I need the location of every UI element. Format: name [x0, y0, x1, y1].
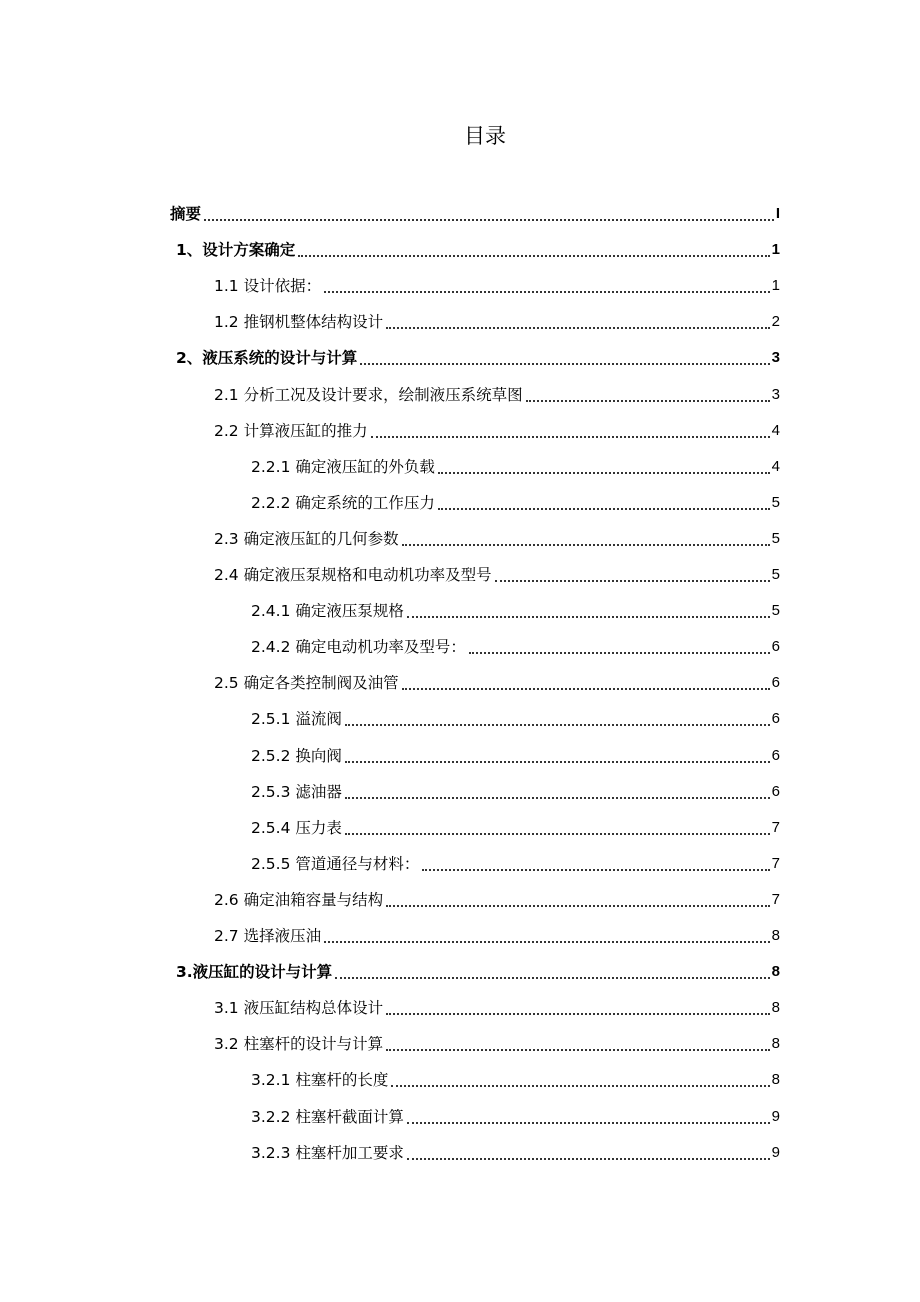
dot-leader	[407, 1158, 770, 1160]
toc-entry-page-number: 6	[771, 710, 780, 728]
dot-leader	[204, 219, 774, 221]
toc-entry-page-number: 5	[771, 602, 780, 620]
toc-entry[interactable]	[176, 958, 780, 986]
dot-leader	[386, 905, 770, 907]
dot-leader	[386, 1049, 770, 1051]
toc-entry-label: 1.1 设计依据：	[214, 277, 322, 296]
toc-entry[interactable]	[214, 886, 780, 914]
toc-entry-page-number: I	[775, 205, 780, 222]
toc-entry-page-number: 5	[771, 493, 780, 511]
toc-entry[interactable]	[214, 525, 780, 553]
toc-entry-label: 2.6 确定油箱容量与结构	[214, 890, 384, 909]
toc-entry[interactable]	[214, 1030, 780, 1058]
toc-entry-label: 2.4 确定液压泵规格和电动机功率及型号	[214, 566, 492, 584]
toc-entry-page-number: 2	[771, 313, 780, 331]
toc-entry-page-number: 6	[771, 674, 780, 692]
toc-entry[interactable]	[251, 453, 780, 481]
toc-entry-page-number: 5	[771, 529, 780, 547]
dot-leader	[469, 652, 770, 654]
toc-entry[interactable]	[251, 705, 780, 733]
toc-entry-label: 2.2 计算液压缸的推力	[214, 421, 368, 440]
toc-entry-label: 2.1 分析工况及设计要求，绘制液压系统草图	[214, 385, 523, 404]
toc-entry-label: 3.1 液压缸结构总体设计	[214, 999, 384, 1018]
toc-entry[interactable]	[251, 814, 780, 842]
toc-entry[interactable]	[214, 922, 780, 950]
toc-entry[interactable]	[176, 236, 780, 264]
dot-leader	[360, 363, 769, 365]
dot-leader	[335, 977, 769, 979]
toc-entry-label: 2.2.1 确定液压缸的外负载	[251, 457, 435, 476]
toc-entry[interactable]	[170, 200, 780, 228]
toc-entry-label: 1、设计方案确定	[176, 241, 296, 260]
toc-entry-label: 2.5.1 溢流阀	[251, 710, 342, 729]
toc-entry-page-number: 8	[771, 1035, 780, 1053]
toc-entry-page-number: 3	[771, 349, 780, 367]
toc-entry-page-number: 1	[771, 241, 780, 259]
toc-entry[interactable]	[214, 417, 780, 445]
dot-leader	[407, 1122, 770, 1124]
toc-entry-label: 3.2.2 柱塞杆截面计算	[251, 1107, 404, 1126]
toc-entry-page-number: 4	[771, 421, 780, 439]
toc-entry-page-number: 1	[771, 277, 780, 295]
toc-entry[interactable]	[251, 1139, 780, 1167]
toc-entry-label: 2.5 确定各类控制阀及油管	[214, 674, 399, 693]
toc-entry[interactable]	[214, 272, 780, 300]
dot-leader	[391, 1085, 769, 1087]
dot-leader	[438, 472, 770, 474]
toc-entry-label: 2、液压系统的设计与计算	[176, 349, 358, 368]
toc-entry[interactable]	[214, 561, 780, 589]
dot-leader	[386, 327, 770, 329]
dot-leader	[345, 724, 770, 726]
toc-entry-label: 2.2.2 确定系统的工作压力	[251, 493, 435, 512]
toc-entry-page-number: 7	[771, 854, 780, 872]
toc-entry[interactable]	[214, 994, 780, 1022]
dot-leader	[324, 291, 770, 293]
toc-entry-label: 2.5.2 换向阀	[251, 746, 342, 765]
toc-entry-label: 2.7 选择液压油	[214, 927, 322, 945]
toc-entry-page-number: 6	[771, 782, 780, 800]
toc-entry-page-number: 6	[771, 746, 780, 764]
toc-entry-label: 3.2 柱塞杆的设计与计算	[214, 1035, 384, 1054]
dot-leader	[407, 616, 770, 618]
toc-entry-page-number: 7	[771, 890, 780, 908]
toc-entry-page-number: 5	[771, 566, 780, 583]
toc-entry-page-number: 3	[771, 385, 780, 403]
toc-entry-page-number: 9	[771, 1143, 780, 1161]
dot-leader	[324, 941, 770, 943]
toc-entry[interactable]	[251, 850, 780, 878]
toc-entry[interactable]	[214, 308, 780, 336]
toc-entry[interactable]	[251, 1103, 780, 1131]
toc-entry[interactable]	[214, 669, 780, 697]
dot-leader	[298, 255, 769, 257]
toc-entry-page-number: 8	[771, 927, 780, 944]
toc-entry-label: 2.4.1 确定液压泵规格	[251, 602, 404, 621]
toc-entry-label: 3.液压缸的设计与计算	[176, 963, 333, 982]
toc-entry-page-number: 7	[771, 818, 780, 836]
toc-entry[interactable]	[251, 778, 780, 806]
toc-entry[interactable]	[176, 344, 780, 372]
toc-entry-page-number: 6	[771, 638, 780, 656]
toc-entry-label: 3.2.3 柱塞杆加工要求	[251, 1143, 404, 1162]
dot-leader	[422, 869, 769, 871]
toc-entry-label: 2.5.3 滤油器	[251, 782, 342, 801]
dot-leader	[371, 436, 770, 438]
toc-entry-label: 2.5.4 压力表	[251, 818, 342, 837]
toc-entry-label: 1.2 推钢机整体结构设计	[214, 313, 384, 332]
toc-entry-page-number: 4	[771, 457, 780, 475]
toc-entry[interactable]	[214, 381, 780, 409]
dot-leader	[402, 688, 770, 690]
toc-entry-label: 2.3 确定液压缸的几何参数	[214, 529, 399, 548]
dot-leader	[345, 833, 770, 835]
dot-leader	[345, 761, 770, 763]
dot-leader	[495, 580, 770, 582]
toc-entry[interactable]	[251, 742, 780, 770]
toc-entry-page-number: 8	[771, 999, 780, 1017]
toc-entry-label: 3.2.1 柱塞杆的长度	[251, 1071, 389, 1090]
dot-leader	[386, 1013, 770, 1015]
toc-entry[interactable]	[251, 597, 780, 625]
toc-entry-label: 摘要	[170, 205, 202, 223]
dot-leader	[526, 400, 770, 402]
toc-entry-page-number: 8	[771, 963, 780, 981]
toc-entry-label: 2.5.5 管道通径与材料：	[251, 854, 420, 873]
toc-entry[interactable]	[251, 633, 780, 661]
toc-entry-label: 2.4.2 确定电动机功率及型号：	[251, 638, 466, 657]
dot-leader	[438, 508, 770, 510]
dot-leader	[402, 544, 770, 546]
dot-leader	[345, 797, 770, 799]
toc-entry[interactable]	[251, 489, 780, 517]
page-title: 目录	[464, 124, 506, 148]
toc-entry-page-number: 8	[771, 1071, 780, 1089]
toc-entry-page-number: 9	[771, 1107, 780, 1125]
toc-entry[interactable]	[251, 1066, 780, 1094]
